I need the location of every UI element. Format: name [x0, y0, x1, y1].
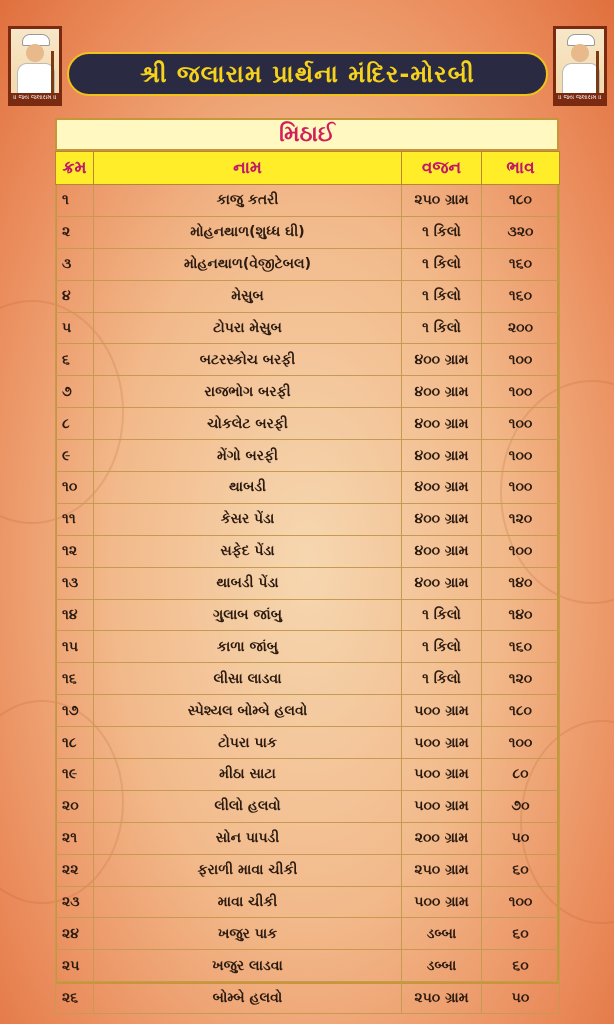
item-name-cell: ખજુર લાડવા: [94, 950, 402, 982]
serial-cell: ૫: [56, 312, 94, 344]
item-name-cell: માવા ચીકી: [94, 886, 402, 918]
weight-cell: ૧ કિલો: [402, 280, 482, 312]
weight-cell: ડબ્બા: [402, 918, 482, 950]
price-cell: ૬૦: [482, 918, 560, 950]
weight-cell: ૪૦૦ ગ્રામ: [402, 376, 482, 408]
table-row: [56, 376, 560, 408]
serial-cell: ૮: [56, 408, 94, 440]
weight-cell: ડબ્બા: [402, 950, 482, 982]
column-header-price: ભાવ: [482, 152, 560, 185]
weight-cell: ૫૦૦ ગ્રામ: [402, 886, 482, 918]
table-row: [56, 408, 560, 440]
table-row: [56, 440, 560, 472]
category-title: મિઠાઈ: [55, 118, 559, 151]
weight-cell: ૨૫૦ ગ્રામ: [402, 982, 482, 1014]
serial-cell: ૭: [56, 376, 94, 408]
item-name-cell: લીસા લાડવા: [94, 663, 402, 695]
table-row: [56, 982, 560, 1014]
weight-cell: ૨૫૦ ગ્રામ: [402, 185, 482, 217]
price-cell: ૨૦૦: [482, 312, 560, 344]
serial-cell: ૧૧: [56, 503, 94, 535]
table-row: [56, 822, 560, 854]
weight-cell: ૫૦૦ ગ્રામ: [402, 727, 482, 759]
weight-cell: ૫૦૦ ગ્રામ: [402, 695, 482, 727]
item-name-cell: ગુલાબ જાંબુ: [94, 599, 402, 631]
item-name-cell: થાબડી: [94, 472, 402, 504]
weight-cell: ૪૦૦ ગ્રામ: [402, 535, 482, 567]
price-cell: ૧૬૦: [482, 280, 560, 312]
serial-cell: ૧: [56, 185, 94, 217]
serial-cell: ૧૭: [56, 695, 94, 727]
serial-cell: ૧૩: [56, 567, 94, 599]
serial-cell: ૧૬: [56, 663, 94, 695]
serial-cell: ૨૨: [56, 854, 94, 886]
weight-cell: ૪૦૦ ગ્રામ: [402, 567, 482, 599]
serial-cell: ૧૪: [56, 599, 94, 631]
table-row: [56, 535, 560, 567]
price-cell: ૧૦૦: [482, 376, 560, 408]
weight-cell: ૨૫૦ ગ્રામ: [402, 854, 482, 886]
weight-cell: ૪૦૦ ગ્રામ: [402, 408, 482, 440]
serial-cell: ૧૮: [56, 727, 94, 759]
serial-cell: ૨૩: [56, 886, 94, 918]
price-cell: ૧૪૦: [482, 567, 560, 599]
price-cell: ૧૦૦: [482, 344, 560, 376]
price-cell: ૧૦૦: [482, 408, 560, 440]
weight-cell: ૪૦૦ ગ્રામ: [402, 503, 482, 535]
table-row: [56, 344, 560, 376]
serial-cell: ૬: [56, 344, 94, 376]
table-header-row: [56, 152, 560, 185]
item-name-cell: બટરસ્કોચ બરફી: [94, 344, 402, 376]
price-cell: ૩૨૦: [482, 216, 560, 248]
header: [0, 0, 614, 108]
item-name-cell: કાજુ કતરી: [94, 185, 402, 217]
serial-cell: ૨: [56, 216, 94, 248]
table-row: [56, 472, 560, 504]
column-header-name: નામ: [94, 152, 402, 185]
item-name-cell: મોહનથાળ(શુધ્ધ ઘી): [94, 216, 402, 248]
table-row: [56, 918, 560, 950]
serial-cell: ૨૪: [56, 918, 94, 950]
price-cell: ૫૦: [482, 982, 560, 1014]
item-name-cell: મેસુબ: [94, 280, 402, 312]
item-name-cell: થાબડી પેંડા: [94, 567, 402, 599]
serial-cell: ૨૦: [56, 790, 94, 822]
serial-cell: ૧૯: [56, 759, 94, 791]
jalaram-portrait-left: [8, 26, 62, 106]
table-row: [56, 312, 560, 344]
weight-cell: ૪૦૦ ગ્રામ: [402, 472, 482, 504]
price-cell: ૧૬૦: [482, 631, 560, 663]
table-row: [56, 185, 560, 217]
table-row: [56, 599, 560, 631]
weight-cell: ૪૦૦ ગ્રામ: [402, 344, 482, 376]
table-row: [56, 790, 560, 822]
item-name-cell: ટોપરા મેસુબ: [94, 312, 402, 344]
table-row: [56, 854, 560, 886]
weight-cell: ૧ કિલો: [402, 312, 482, 344]
item-name-cell: મીઠા સાટા: [94, 759, 402, 791]
price-cell: ૧૨૦: [482, 503, 560, 535]
item-name-cell: સ્પેશ્યલ બોમ્બે હલવો: [94, 695, 402, 727]
price-cell: ૧૬૦: [482, 248, 560, 280]
page-title: શ્રી જલારામ પ્રાર્થના મંદિર-મોરબી: [67, 52, 548, 96]
serial-cell: ૪: [56, 280, 94, 312]
weight-cell: ૨૦૦ ગ્રામ: [402, 822, 482, 854]
table-row: [56, 216, 560, 248]
price-cell: ૧૦૦: [482, 727, 560, 759]
portrait-caption: ॥ જય જલારામ ॥: [556, 93, 604, 103]
price-cell: ૧૦૦: [482, 440, 560, 472]
item-name-cell: સફેદ પેંડા: [94, 535, 402, 567]
serial-cell: ૨૫: [56, 950, 94, 982]
table-row: [56, 567, 560, 599]
item-name-cell: કાળા જાંબુ: [94, 631, 402, 663]
price-cell: ૧૮૦: [482, 185, 560, 217]
price-cell: ૭૦: [482, 790, 560, 822]
item-name-cell: ટોપરા પાક: [94, 727, 402, 759]
weight-cell: ૪૦૦ ગ્રામ: [402, 440, 482, 472]
price-cell: ૬૦: [482, 950, 560, 982]
table-row: [56, 248, 560, 280]
table-row: [56, 759, 560, 791]
price-cell: ૮૦: [482, 759, 560, 791]
portrait-caption: ॥ જય જલારામ ॥: [11, 93, 59, 103]
table-row: [56, 663, 560, 695]
table-row: [56, 280, 560, 312]
item-name-cell: ચોકલેટ બરફી: [94, 408, 402, 440]
price-cell: ૧૦૦: [482, 886, 560, 918]
price-cell: ૧૮૦: [482, 695, 560, 727]
serial-cell: ૧૦: [56, 472, 94, 504]
weight-cell: ૧ કિલો: [402, 631, 482, 663]
table-row: [56, 503, 560, 535]
serial-cell: ૧૨: [56, 535, 94, 567]
price-cell: ૧૦૦: [482, 535, 560, 567]
item-name-cell: મોહનથાળ(વેજીટેબલ): [94, 248, 402, 280]
weight-cell: ૧ કિલો: [402, 216, 482, 248]
price-cell: ૫૦: [482, 822, 560, 854]
item-name-cell: રાજભોગ બરફી: [94, 376, 402, 408]
item-name-cell: ફરાળી માવા ચીકી: [94, 854, 402, 886]
weight-cell: ૫૦૦ ગ્રામ: [402, 759, 482, 791]
serial-cell: ૧૫: [56, 631, 94, 663]
column-header-weight: વજન: [402, 152, 482, 185]
table-row: [56, 631, 560, 663]
weight-cell: ૧ કિલો: [402, 663, 482, 695]
table-row: [56, 695, 560, 727]
serial-cell: ૯: [56, 440, 94, 472]
serial-cell: ૨૬: [56, 982, 94, 1014]
item-name-cell: બોમ્બે હલવો: [94, 982, 402, 1014]
serial-cell: ૨૧: [56, 822, 94, 854]
table-row: [56, 950, 560, 982]
item-name-cell: મેંગો બરફી: [94, 440, 402, 472]
price-cell: ૧૦૦: [482, 472, 560, 504]
price-cell: ૧૨૦: [482, 663, 560, 695]
item-name-cell: ખજુર પાક: [94, 918, 402, 950]
table-row: [56, 727, 560, 759]
column-header-serial: ક્રમ: [56, 152, 94, 185]
table-row: [56, 886, 560, 918]
price-cell: ૧૪૦: [482, 599, 560, 631]
weight-cell: ૫૦૦ ગ્રામ: [402, 790, 482, 822]
price-cell: ૬૦: [482, 854, 560, 886]
weight-cell: ૧ કિલો: [402, 599, 482, 631]
item-name-cell: સોન પાપડી: [94, 822, 402, 854]
item-name-cell: કેસર પેંડા: [94, 503, 402, 535]
item-name-cell: લીલો હલવો: [94, 790, 402, 822]
price-table: [55, 151, 560, 1014]
serial-cell: ૩: [56, 248, 94, 280]
jalaram-portrait-right: [553, 26, 607, 106]
weight-cell: ૧ કિલો: [402, 248, 482, 280]
